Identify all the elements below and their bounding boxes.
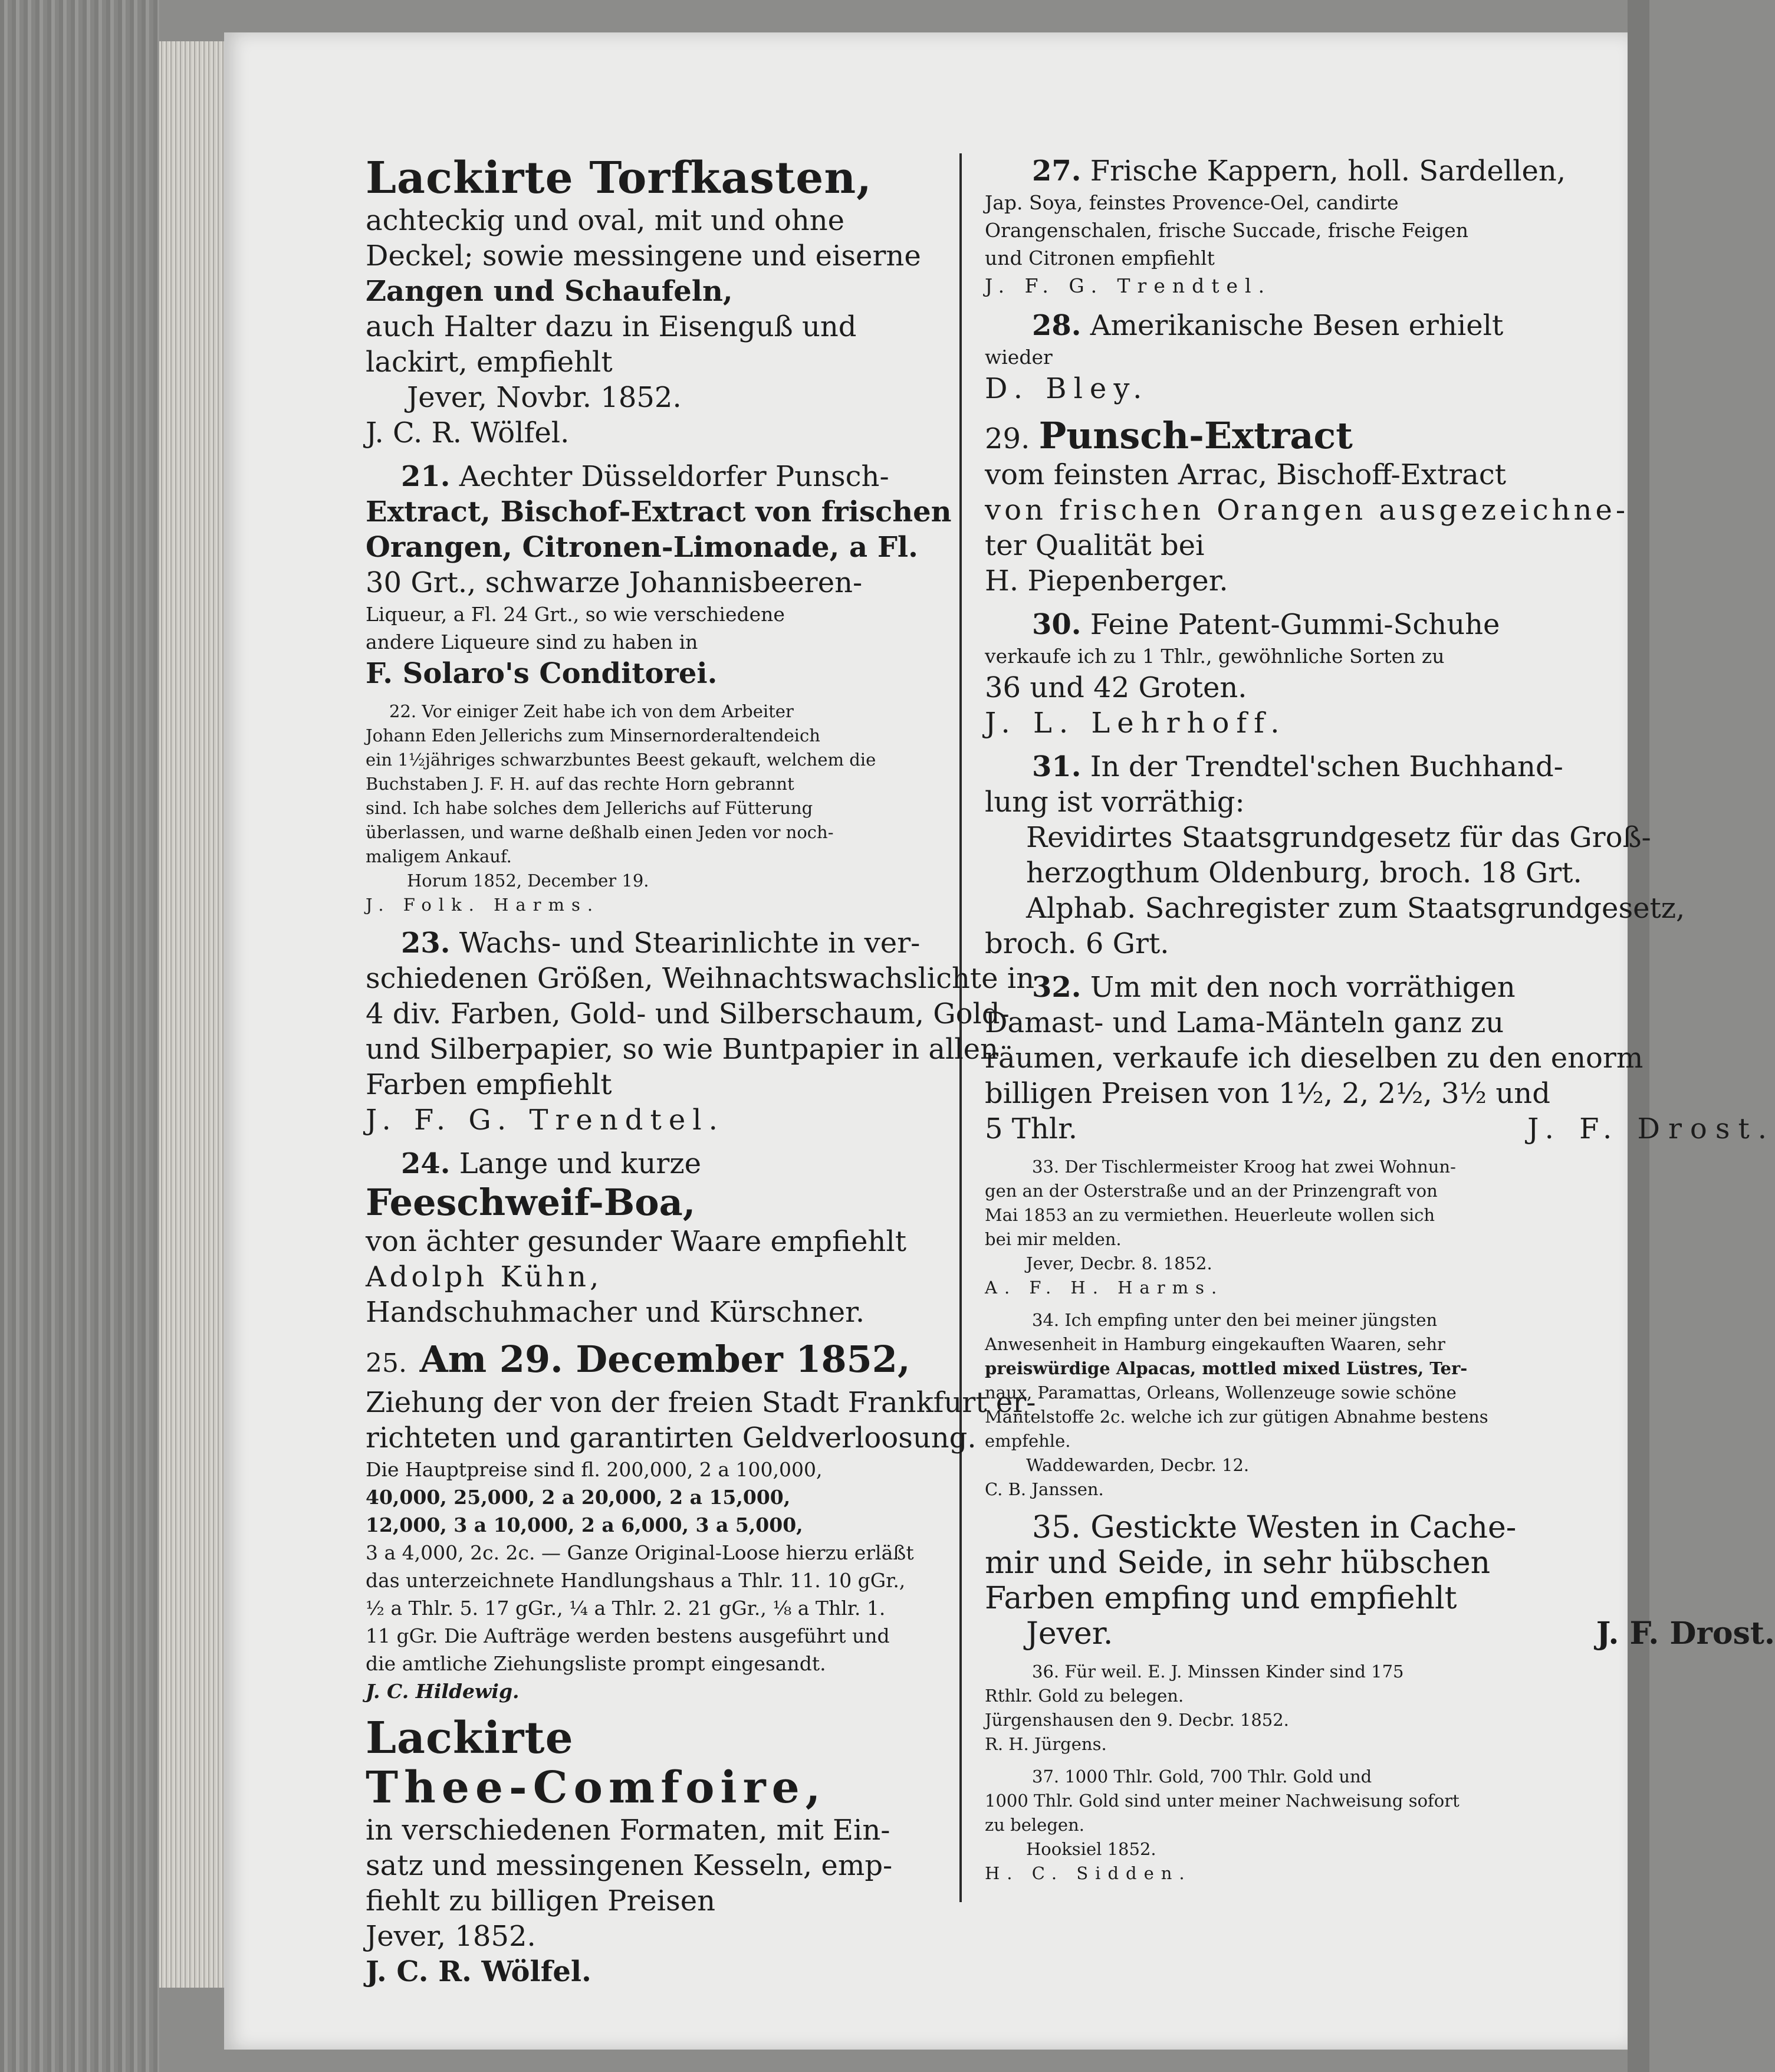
- ad-signature: J. F. Drost.: [1527, 1112, 1775, 1145]
- ad-signature: Handschuhmacher und Kürschner.: [366, 1296, 865, 1329]
- ad-signature: C. B. Janssen.: [985, 1479, 1104, 1499]
- ad-number: 29.: [985, 422, 1030, 455]
- ad-line: herzogthum Oldenburg, broch. 18 Grt.: [1026, 856, 1582, 889]
- ad-line: Farben empfiehlt: [366, 1068, 612, 1101]
- ad-line: 36 und 42 Groten.: [985, 671, 1247, 704]
- ad-line: Feine Patent-Gummi-Schuhe: [1090, 608, 1500, 641]
- ad-line: in verschiedenen Formaten, mit Ein-: [366, 1814, 890, 1847]
- ad-30: [985, 607, 1775, 741]
- ad-line: auch Halter dazu in Eisenguß und: [366, 310, 857, 343]
- ad-line: Aechter Düsseldorfer Punsch-: [459, 460, 889, 493]
- ad-line: lung ist vorräthig:: [985, 786, 1245, 819]
- ad-line: Mai 1853 an zu vermiethen. Heuerleute wollen sich: [985, 1205, 1435, 1225]
- ad-number: 24.: [401, 1147, 451, 1180]
- ad-signature: J. L. Lehrhoff.: [985, 707, 1287, 740]
- ad-line: Frische Kappern, holl. Sardellen,: [1090, 155, 1566, 188]
- ad-number: 23.: [401, 927, 451, 960]
- ad-line: mir und Seide, in sehr hübschen: [985, 1545, 1491, 1581]
- ad-signature: Adolph Kühn,: [366, 1260, 603, 1293]
- ad-line: empfehle.: [985, 1431, 1071, 1451]
- ad-33: [985, 1155, 1775, 1300]
- ad-number: 27.: [1032, 155, 1082, 188]
- ad-line: Anwesenheit in Hamburg eingekauften Waaren, sehr: [985, 1334, 1445, 1354]
- ad-line: 36. Für weil. E. J. Minssen Kinder sind 175: [1032, 1661, 1404, 1682]
- ad-line: 1000 Thlr. Gold sind unter meiner Nachweisung sofort: [985, 1791, 1460, 1811]
- ad-line: 11 gGr. Die Aufträge werden bestens ausgeführt und: [366, 1624, 890, 1647]
- ad-35: [985, 1510, 1775, 1651]
- ad-line: broch. 6 Grt.: [985, 927, 1169, 960]
- ad-line: 4 div. Farben, Gold- und Silberschaum, Gold-: [366, 997, 1010, 1030]
- ad-line: Wachs- und Stearinlichte in ver-: [459, 927, 921, 960]
- ad-27: [985, 153, 1775, 300]
- ad-signature: J. F. G. Trendtel.: [366, 1104, 725, 1137]
- ad-line: das unterzeichnete Handlungshaus a Thlr. 11. 10 gGr.,: [366, 1569, 906, 1592]
- ad-line: zu belegen.: [985, 1815, 1084, 1835]
- ad-heading: Punsch-Extract: [1038, 414, 1353, 457]
- ad-line: ter Qualität bei: [985, 529, 1205, 562]
- ad-heading: Zangen und Schaufeln,: [366, 275, 733, 308]
- ad-line: wieder: [985, 346, 1053, 369]
- right-column: [985, 153, 1775, 1894]
- ad-line: und Silberpapier, so wie Buntpapier in allen: [366, 1033, 998, 1066]
- ad-place: Waddewarden, Decbr. 12.: [1026, 1455, 1250, 1475]
- ad-line: fiehlt zu billigen Preisen: [366, 1884, 716, 1917]
- ad-line: Ziehung der von der freien Stadt Frankfurt er-: [366, 1386, 1036, 1419]
- ad-signature: J. C. R. Wölfel.: [366, 416, 570, 449]
- ad-title: Lackirte Torfkasten,: [366, 153, 872, 203]
- ad-line: und Citronen empfiehlt: [985, 247, 1215, 270]
- page-edges: [159, 41, 224, 1988]
- ad-31: [985, 749, 1775, 961]
- ad-place: Horum 1852, December 19.: [407, 871, 649, 891]
- ad-line: maligem Ankauf.: [366, 846, 512, 866]
- ad-line: preiswürdige Alpacas, mottled mixed Lüstres, Ter-: [985, 1358, 1468, 1378]
- ad-number: 32.: [1032, 971, 1082, 1004]
- ad-place: Jürgenshausen den 9. Decbr. 1852.: [985, 1710, 1289, 1730]
- ad-line: schiedenen Größen, Weihnachtswachslichte in: [366, 962, 1035, 995]
- ad-line: Orangen, Citronen-Limonade, a Fl.: [366, 531, 918, 564]
- ad-place: Jever, 1852.: [366, 1920, 536, 1953]
- ad-number: 25.: [366, 1348, 407, 1378]
- ad-signature: A. F. H. Harms.: [985, 1278, 1224, 1298]
- ad-line: Extract, Bischof-Extract von frischen: [366, 495, 952, 528]
- ad-number: 21.: [401, 460, 451, 493]
- ad-line: sind. Ich habe solches dem Jellerichs auf Fütterung: [366, 798, 813, 818]
- ad-line: Orangenschalen, frische Succade, frische Feigen: [985, 219, 1469, 242]
- ad-place: Hooksiel 1852.: [1026, 1839, 1156, 1859]
- ad-line: Buchstaben J. F. H. auf das rechte Horn gebrannt: [366, 774, 794, 794]
- ad-line: räumen, verkaufe ich dieselben zu den enorm: [985, 1042, 1643, 1075]
- ad-heading: Am 29. December 1852,: [419, 1338, 910, 1381]
- ad-number: 30.: [1032, 608, 1082, 641]
- ad-line: von ächter gesunder Waare empfiehlt: [366, 1225, 907, 1258]
- ad-line: 5 Thlr.: [985, 1112, 1078, 1145]
- ad-line: 40,000, 25,000, 2 a 20,000, 2 a 15,000,: [366, 1486, 791, 1509]
- ad-32: [985, 970, 1775, 1147]
- ad-line: 30 Grt., schwarze Johannisbeeren-: [366, 566, 863, 599]
- newspaper-page: [224, 32, 1775, 2050]
- ad-signature: R. H. Jürgens.: [985, 1734, 1107, 1754]
- book-spine: [0, 0, 159, 2072]
- ad-line: 22. Vor einiger Zeit habe ich von dem Arbeiter: [389, 701, 794, 721]
- ad-number: 31.: [1032, 750, 1082, 783]
- ad-line: Liqueur, a Fl. 24 Grt., so wie verschiedene: [366, 603, 785, 626]
- ad-line: 3 a 4,000, 2c. 2c. — Ganze Original-Loose hierzu erläßt: [366, 1541, 914, 1564]
- ad-signature: J. C. R. Wölfel.: [366, 1955, 591, 1988]
- ad-line: richteten und garantirten Geldverloosung.: [366, 1421, 977, 1454]
- ad-line: Die Hauptpreise sind fl. 200,000, 2 a 100,000,: [366, 1458, 823, 1481]
- ad-line: Farben empfing und empfiehlt: [985, 1581, 1457, 1616]
- ad-place: Jever, Novbr. 1852.: [407, 381, 682, 414]
- ad-signature: J. F. Drost.: [1596, 1615, 1775, 1651]
- ad-line: 37. 1000 Thlr. Gold, 700 Thlr. Gold und: [1032, 1766, 1372, 1787]
- ad-line: 12,000, 3 a 10,000, 2 a 6,000, 3 a 5,000,: [366, 1513, 803, 1536]
- ad-line: ein 1½jähriges schwarzbuntes Beest gekauft, welchem die: [366, 750, 876, 770]
- ad-number: 28.: [1032, 309, 1082, 342]
- ad-place: Jever, Decbr. 8. 1852.: [1026, 1253, 1212, 1273]
- ad-line: Amerikanische Besen erhielt: [1090, 309, 1504, 342]
- ad-line: Deckel; sowie messingene und eiserne: [366, 239, 921, 272]
- ad-line: 35. Gestickte Westen in Cache-: [1032, 1510, 1517, 1545]
- ad-line: In der Trendtel'schen Buchhand-: [1090, 750, 1563, 783]
- ad-signature: H. Piepenberger.: [985, 564, 1228, 597]
- ad-signature: J. C. Hildewig.: [366, 1680, 520, 1703]
- ad-signature: J. F. G. Trendtel.: [985, 274, 1272, 297]
- ad-line: naux, Paramattas, Orleans, Wollenzeuge sowie schöne: [985, 1383, 1457, 1403]
- ad-line: Alphab. Sachregister zum Staatsgrundgesetz,: [1026, 892, 1685, 925]
- ad-line: ½ a Thlr. 5. 17 gGr., ¼ a Thlr. 2. 21 gGr., ⅛ a Thlr. 1.: [366, 1597, 886, 1620]
- ad-signature: J. Folk. Harms.: [366, 895, 600, 915]
- ad-line: Johann Eden Jellerichs zum Minsernorderaltendeich: [366, 725, 820, 746]
- ad-37: [985, 1765, 1775, 1886]
- ad-line: Lange und kurze: [459, 1147, 702, 1180]
- ad-place: Jever.: [1026, 1616, 1113, 1651]
- ad-line: Rthlr. Gold zu belegen.: [985, 1686, 1184, 1706]
- ad-line: lackirt, empfiehlt: [366, 346, 613, 379]
- ad-line: vom feinsten Arrac, Bischoff-Extract: [985, 458, 1506, 491]
- ad-line: bei mir melden.: [985, 1229, 1122, 1249]
- ad-line: Jap. Soya, feinstes Provence-Oel, candirte: [985, 191, 1399, 214]
- ad-heading: Feeschweif-Boa,: [366, 1181, 696, 1224]
- ad-line: 34. Ich empfing unter den bei meiner jüngsten: [1032, 1310, 1438, 1330]
- ad-line: überlassen, und warne deßhalb einen Jeden vor noch-: [366, 822, 834, 842]
- ad-line: andere Liqueure sind zu haben in: [366, 631, 698, 654]
- ad-signature: D. Bley.: [985, 372, 1149, 405]
- ad-signature: F. Solaro's Conditorei.: [366, 657, 718, 690]
- ad-line: gen an der Osterstraße und an der Prinzengraft von: [985, 1181, 1438, 1201]
- ad-title: Lackirte: [366, 1713, 574, 1764]
- ad-34: [985, 1308, 1775, 1502]
- ad-line: Mantelstoffe 2c. welche ich zur gütigen Abnahme bestens: [985, 1407, 1488, 1427]
- ad-28: [985, 308, 1775, 406]
- ad-line: die amtliche Ziehungsliste prompt eingesandt.: [366, 1652, 826, 1675]
- ad-line: 33. Der Tischlermeister Kroog hat zwei Wohnun-: [1032, 1157, 1456, 1177]
- ad-line: Damast- und Lama-Mänteln ganz zu: [985, 1006, 1504, 1039]
- ad-line: von frischen Orangen ausgezeichne-: [985, 494, 1629, 527]
- ad-title: Thee-Comfoire,: [366, 1762, 827, 1813]
- ad-line: Revidirtes Staatsgrundgesetz für das Groß-: [1026, 821, 1651, 854]
- ad-line: Um mit den noch vorräthigen: [1090, 971, 1516, 1004]
- ad-line: achteckig und oval, mit und ohne: [366, 204, 845, 237]
- ad-signature: H. C. Sidden.: [985, 1863, 1192, 1883]
- ad-line: verkaufe ich zu 1 Thlr., gewöhnliche Sorten zu: [985, 645, 1445, 668]
- ad-line: satz und messingenen Kesseln, emp-: [366, 1849, 893, 1882]
- ad-line: billigen Preisen von 1½, 2, 2½, 3½ und: [985, 1077, 1550, 1110]
- ad-29: [985, 415, 1775, 599]
- ad-36: [985, 1660, 1775, 1756]
